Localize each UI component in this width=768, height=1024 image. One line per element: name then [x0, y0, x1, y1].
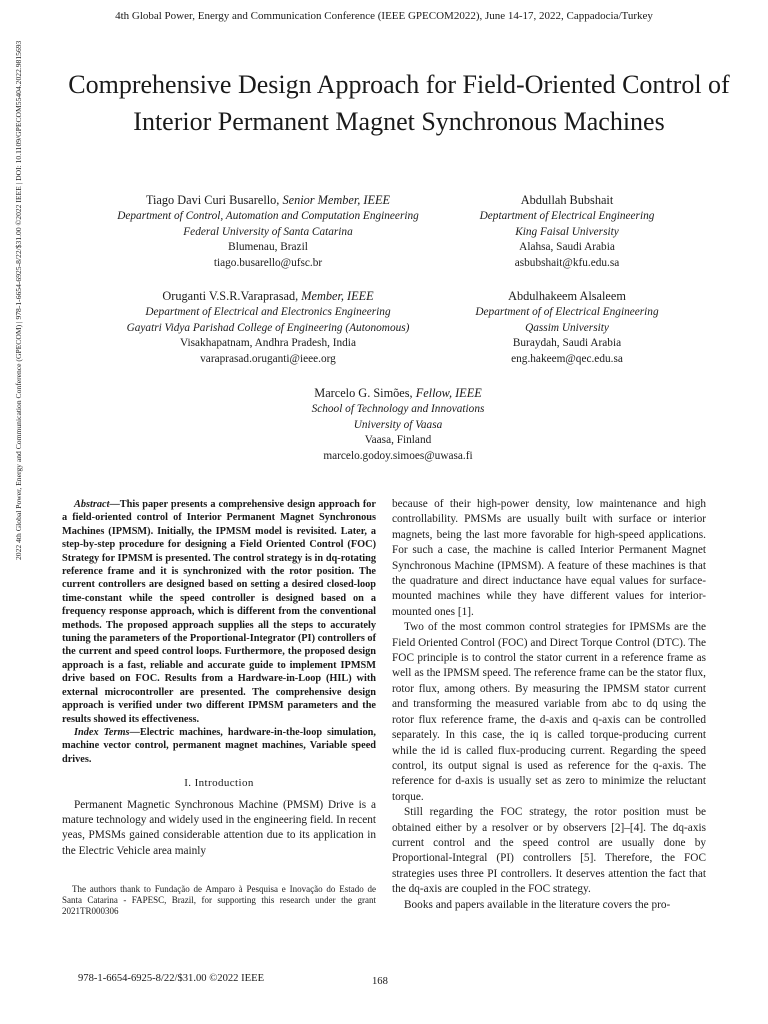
author-block-1	[68, 193, 468, 272]
author-loc: Alahsa, Saudi Arabia	[519, 241, 615, 254]
index-terms	[62, 726, 376, 766]
author-block-2	[462, 193, 672, 272]
abstract-text: —This paper presents a comprehensive design approach for a field-oriented control of Interior Permanent Magnet Synchronous Machines (IPMSM). Initially, the IPMSM model is revisited. Later, a step-by-step procedure for designing a Field Oriented Control (FOC) Strategy for IPMSM is presented. The control strategy is in dq-rotating reference frame and it is synchronized with the rotor position. The current controllers are designed based on setting a desired closed-loop time-constant while the speed controller is designed based on a frequency response approach, which is different from the conventional methods. The proposed approach supplies all the steps to accurately tuning the parameters of the Proportional-Integrator (PI) controllers of the current and speed control loops. Furthermore, the proposed design approach is a fast, reliable and accurate guide to implement IPMSM drive based on FOC. Results from a Hardware-in-Loop (HIL) with external microcontroller are presented. The comprehensive design approach is verified under two different IPMSM parameters and the results showed its effectiveness.	[62, 499, 376, 725]
conference-header: 4th Global Power, Energy and Communication Conference (IEEE GPECOM2022), June 14-17, 2022, Cappadocia/Turkey	[115, 10, 653, 22]
author-loc: Vaasa, Finland	[364, 434, 432, 447]
author-role: Senior Member, IEEE	[282, 193, 391, 207]
author-dept: Department of of Electrical Engineering	[475, 305, 659, 318]
author-dept: School of Technology and Innovations	[311, 402, 485, 415]
left-column	[62, 498, 376, 859]
right-paragraph-1: because of their high-power density, low maintenance and high controllability. PMSMs are usually built with surface or interior magnets, being the last more favorable for high-speed applications. For such a case, the machine is called Interior Permanent Magnet Synchronous Machine (IPMSM). A feature of these machines is that the quadrature and direct inductance have equal values for surface-mounted machines while they have different values for interior-mounted ones [1].	[392, 498, 706, 618]
right-paragraph-2: Two of the most common control strategies for IPMSMs are the Field Oriented Control (FOC) and Direct Torque Control (DTC). The FOC principle is to control the stator current in a reference frame as well as the IPMSM speed. The reference frame can be the stator flux, rotor flux, among others. By measuring the IPMSM stator current and transforming the measured variable from abc to dq using the rotor flux reference frame, the d-axis and q-axis can be controlled separately. In this case, the iq is called torque-producing current while the id is called flux-producing current. Regarding the speed control, its output signal is used as reference for the q-axis. The reference for d-axis is usually set as zero to minimize the reluctant torque.	[392, 621, 706, 803]
author-role: Member, IEEE	[301, 289, 374, 303]
footnote: The authors thank to Fundação de Amparo à Pesquisa e Inovação do Estado de Santa Catarina - FAPESC, Brazil, for supporting this research under the grant 2021TR000306	[62, 884, 376, 917]
author-role: Fellow, IEEE	[415, 386, 482, 400]
author-email: marcelo.godoy.simoes@uwasa.fi	[323, 450, 473, 463]
right-column	[392, 497, 706, 913]
side-doi-text: 2022 4th Global Power, Energy and Communication Conference (GPECOM) | 978-1-6654-6925-8/22/$31.00 ©2022 IEEE | DOI: 10.1109/GPECOM55404.2022.9815693	[14, 40, 23, 560]
copyright-line: 978-1-6654-6925-8/22/$31.00 ©2022 IEEE	[78, 973, 265, 984]
author-block-4	[452, 289, 682, 368]
author-email: asbubshait@kfu.edu.sa	[514, 257, 620, 270]
author-org: Qassim University	[525, 321, 609, 334]
author-name: Oruganti V.S.R.Varaprasad,	[162, 289, 299, 303]
section-heading-introduction: I. Introduction	[184, 777, 254, 790]
author-org: Federal University of Santa Catarina	[183, 225, 353, 238]
author-dept: Department of Control, Automation and Computation Engineering	[117, 209, 419, 222]
author-name: Tiago Davi Curi Busarello,	[145, 193, 280, 207]
author-org: King Faisal University	[515, 225, 619, 238]
footnote-area	[62, 884, 376, 918]
author-block-3	[68, 289, 468, 368]
author-email: eng.hakeem@qec.edu.sa	[511, 353, 623, 366]
intro-paragraph: Permanent Magnetic Synchronous Machine (PMSM) Drive is a mature technology and widely used in the engineering field. In recent yeas, PMSMs gained considerable attention due to its application in the Electric Vehicle area mainly	[62, 798, 377, 857]
author-loc: Visakhapatnam, Andhra Pradesh, India	[180, 337, 356, 350]
right-paragraph-3: Still regarding the FOC strategy, the rotor position must be obtained either by a resolver or by observers [2]–[4]. The dq-axis current control and the speed control are usually done by Proportional-Integral (PI) controllers [5]. Therefore, the FOC strategies uses three PI controllers. It deserves attention the fact that the dq-axis are coupled in the FOC strategy.	[392, 806, 706, 896]
author-dept: Department of Electrical and Electronics Engineering	[145, 305, 391, 318]
author-block-5	[198, 386, 598, 465]
author-dept: Deptartment of Electrical Engineering	[479, 209, 655, 222]
author-org: Gayatri Vidya Parishad College of Engineering (Autonomous)	[126, 321, 410, 334]
index-terms-label: Index Terms	[74, 726, 130, 738]
abstract	[62, 498, 376, 726]
author-email: varaprasad.oruganti@ieee.org	[200, 353, 336, 366]
author-name: Marcelo G. Simões,	[314, 386, 413, 400]
author-email: tiago.busarello@ufsc.br	[213, 257, 323, 270]
page-number: 168	[372, 976, 388, 987]
author-name: Abdulhakeem Alsaleem	[508, 289, 626, 303]
author-loc: Buraydah, Saudi Arabia	[512, 337, 622, 350]
abstract-label: Abstract	[74, 499, 110, 510]
paper-title: Comprehensive Design Approach for Field-Oriented Control of Interior Permanent Magnet Synchronous Machines	[68, 70, 730, 136]
author-name: Abdullah Bubshait	[520, 193, 614, 207]
author-loc: Blumenau, Brazil	[228, 241, 308, 254]
author-org: University of Vaasa	[353, 418, 443, 431]
right-paragraph-4: Books and papers available in the literature covers the pro-	[404, 898, 671, 911]
index-terms-text: —Electric machines, hardware-in-the-loop simulation, machine vector control, permanent magnet machines, Variable speed drives.	[62, 726, 376, 765]
